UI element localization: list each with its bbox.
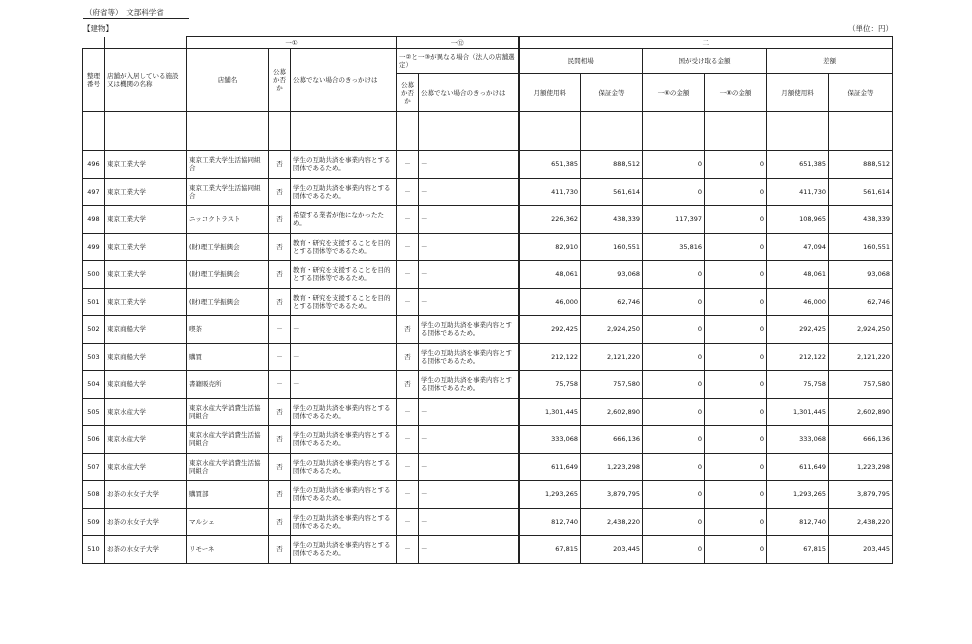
cell-alt-reason: － (419, 426, 519, 454)
cell-a8: 0 (705, 426, 767, 454)
col-no: 整理番号 (83, 49, 105, 112)
cell-deposit: 203,445 (581, 536, 643, 564)
cell-shop: ニッコクトラスト (187, 206, 269, 234)
cell-public: 否 (269, 398, 291, 426)
cell-dm: 1,293,265 (767, 481, 829, 509)
cell-facility: 東京工業大学 (105, 261, 187, 289)
cell-alt-public: － (397, 206, 419, 234)
cell-a6: 0 (643, 426, 705, 454)
cell-shop: 東京水産大学消費生活協同組合 (187, 426, 269, 454)
cell-monthly: 651,385 (519, 151, 581, 179)
cell-dd: 2,121,220 (829, 343, 893, 371)
cell-alt-public: 否 (397, 316, 419, 344)
cell-dd: 93,068 (829, 261, 893, 289)
section-1: 一① (187, 37, 397, 49)
cell-alt-reason: － (419, 151, 519, 179)
cell-deposit: 561,614 (581, 178, 643, 206)
cell-shop: 東京工業大学生活協同組合 (187, 178, 269, 206)
cell-public: 否 (269, 426, 291, 454)
cell-monthly: 46,000 (519, 288, 581, 316)
cell-reason: 学生の互助共済を事業内容とする団体であるため。 (291, 536, 397, 564)
cell-alt-reason: － (419, 536, 519, 564)
cell-alt-reason: － (419, 261, 519, 289)
cell-a8: 0 (705, 233, 767, 261)
cell-a8: 0 (705, 398, 767, 426)
cell-deposit: 62,746 (581, 288, 643, 316)
spacer-row (83, 112, 893, 151)
group-header-row (83, 49, 893, 74)
cell-public: 否 (269, 178, 291, 206)
cell-alt-reason: － (419, 453, 519, 481)
table-row (83, 316, 893, 344)
section-3: 二 (519, 37, 893, 49)
cell-public: 否 (269, 481, 291, 509)
cell-public: 否 (269, 233, 291, 261)
cell-public: － (269, 371, 291, 399)
cell-alt-public: － (397, 453, 419, 481)
cell-reason: － (291, 343, 397, 371)
cell-facility: 東京水産大学 (105, 453, 187, 481)
table-row (83, 288, 893, 316)
cell-facility: 東京商船大学 (105, 316, 187, 344)
cell-dm: 47,094 (767, 233, 829, 261)
cell-alt-reason: 学生の互助共済を事業内容とする団体であるため。 (419, 371, 519, 399)
cell-alt-public: 否 (397, 371, 419, 399)
cell-facility: 東京商船大学 (105, 371, 187, 399)
cell-deposit: 2,438,220 (581, 508, 643, 536)
cell-dd: 2,438,220 (829, 508, 893, 536)
cell-shop: (財)理工学振興会 (187, 233, 269, 261)
cell-reason: 学生の互助共済を事業内容とする団体であるため。 (291, 453, 397, 481)
col-reason: 公募でない場合のきっかけは (291, 49, 397, 112)
table-row (83, 206, 893, 234)
col-alt-reason: 公募でない場合のきっかけは (419, 74, 519, 112)
cell-monthly: 48,061 (519, 261, 581, 289)
cell-no: 496 (83, 151, 105, 179)
cell-facility: 東京工業大学 (105, 288, 187, 316)
cell-a8: 0 (705, 288, 767, 316)
cell-no: 499 (83, 233, 105, 261)
cell-a8: 0 (705, 151, 767, 179)
cell-alt-public: － (397, 233, 419, 261)
cell-reason: 学生の互助共済を事業内容とする団体であるため。 (291, 426, 397, 454)
cell-facility: 東京工業大学 (105, 206, 187, 234)
cell-public: － (269, 343, 291, 371)
table-row (83, 371, 893, 399)
cell-facility: 東京工業大学 (105, 233, 187, 261)
cell-dm: 812,740 (767, 508, 829, 536)
cell-dd: 3,879,795 (829, 481, 893, 509)
cell-dm: 411,730 (767, 178, 829, 206)
cell-shop: マルシェ (187, 508, 269, 536)
cell-dd: 1,223,298 (829, 453, 893, 481)
cell-no: 504 (83, 371, 105, 399)
cell-shop: (財)理工学振興会 (187, 288, 269, 316)
col-public: 公募か否か (269, 49, 291, 112)
cell-dm: 48,061 (767, 261, 829, 289)
cell-dd: 757,580 (829, 371, 893, 399)
col-amount6: 一⑥の金額 (643, 74, 705, 112)
cell-a6: 0 (643, 398, 705, 426)
cell-alt-public: － (397, 261, 419, 289)
cell-no: 501 (83, 288, 105, 316)
cell-public: 否 (269, 508, 291, 536)
cell-public: 否 (269, 206, 291, 234)
cell-alt-public: － (397, 178, 419, 206)
cell-reason: － (291, 316, 397, 344)
ministry-underline (83, 18, 189, 19)
cell-public: 否 (269, 288, 291, 316)
cell-shop: リモーネ (187, 536, 269, 564)
cell-alt-reason: － (419, 178, 519, 206)
cell-monthly: 812,740 (519, 508, 581, 536)
cell-monthly: 226,362 (519, 206, 581, 234)
cell-public: 否 (269, 151, 291, 179)
cell-dd: 203,445 (829, 536, 893, 564)
cell-reason: 学生の互助共済を事業内容とする団体であるため。 (291, 178, 397, 206)
cell-public: 否 (269, 261, 291, 289)
col-deposit: 保証金等 (581, 74, 643, 112)
cell-a6: 0 (643, 343, 705, 371)
col-shop: 店舗名 (187, 49, 269, 112)
cell-no: 505 (83, 398, 105, 426)
col-alt-public: 公募か否か (397, 74, 419, 112)
cell-reason: 学生の互助共済を事業内容とする団体であるため。 (291, 481, 397, 509)
cell-no: 500 (83, 261, 105, 289)
cell-dm: 67,815 (767, 536, 829, 564)
cell-alt-public: － (397, 536, 419, 564)
cell-dd: 2,924,250 (829, 316, 893, 344)
table-row (83, 536, 893, 564)
cell-shop: (財)理工学振興会 (187, 261, 269, 289)
report-table (82, 36, 893, 564)
table-row (83, 508, 893, 536)
cell-dm: 1,301,445 (767, 398, 829, 426)
table-row (83, 453, 893, 481)
cell-dd: 160,551 (829, 233, 893, 261)
cell-facility: お茶の水女子大学 (105, 481, 187, 509)
cell-reason: 学生の互助共済を事業内容とする団体であるため。 (291, 398, 397, 426)
cell-monthly: 333,068 (519, 426, 581, 454)
cell-dm: 611,649 (767, 453, 829, 481)
cell-facility: 東京工業大学 (105, 151, 187, 179)
cell-facility: 東京水産大学 (105, 398, 187, 426)
cell-deposit: 2,121,220 (581, 343, 643, 371)
cell-alt-reason: － (419, 481, 519, 509)
col-monthly2: 月額使用料 (767, 74, 829, 112)
cell-alt-reason: － (419, 233, 519, 261)
unit-label: （単位：円） (848, 24, 893, 33)
cell-dm: 212,122 (767, 343, 829, 371)
col-state: 国が受け取る金額 (643, 49, 767, 74)
cell-alt-reason: － (419, 206, 519, 234)
cell-a6: 0 (643, 371, 705, 399)
cell-reason: － (291, 371, 397, 399)
section-2: 一⑫ (397, 37, 519, 49)
cell-no: 507 (83, 453, 105, 481)
cell-monthly: 75,758 (519, 371, 581, 399)
cell-a6: 0 (643, 151, 705, 179)
table-row (83, 398, 893, 426)
cell-a8: 0 (705, 316, 767, 344)
cell-dm: 46,000 (767, 288, 829, 316)
cell-facility: お茶の水女子大学 (105, 536, 187, 564)
cell-deposit: 93,068 (581, 261, 643, 289)
cell-deposit: 888,512 (581, 151, 643, 179)
cell-no: 509 (83, 508, 105, 536)
cell-facility: 東京工業大学 (105, 178, 187, 206)
table-row (83, 151, 893, 179)
cell-a6: 0 (643, 453, 705, 481)
cell-no: 508 (83, 481, 105, 509)
cell-shop: 喫茶 (187, 316, 269, 344)
cell-a8: 0 (705, 453, 767, 481)
col-monthly: 月額使用料 (519, 74, 581, 112)
section-header-row (83, 37, 893, 49)
cell-no: 502 (83, 316, 105, 344)
cell-dm: 75,758 (767, 371, 829, 399)
cell-a6: 0 (643, 508, 705, 536)
cell-reason: 教育・研究を支援することを目的とする団体等であるため。 (291, 233, 397, 261)
cell-a6: 0 (643, 316, 705, 344)
cell-a8: 0 (705, 343, 767, 371)
cell-public: － (269, 316, 291, 344)
ministry-label: （府省等） 文部科学省 (85, 8, 164, 17)
cell-dd: 888,512 (829, 151, 893, 179)
cell-alt-public: － (397, 151, 419, 179)
table-row (83, 261, 893, 289)
cell-no: 498 (83, 206, 105, 234)
cell-dd: 666,136 (829, 426, 893, 454)
cell-public: 否 (269, 536, 291, 564)
cell-a8: 0 (705, 481, 767, 509)
cell-dd: 438,339 (829, 206, 893, 234)
cell-shop: 購買 (187, 343, 269, 371)
cell-shop: 東京水産大学消費生活協同組合 (187, 453, 269, 481)
cell-alt-reason: 学生の互助共済を事業内容とする団体であるため。 (419, 316, 519, 344)
cell-reason: 学生の互助共済を事業内容とする団体であるため。 (291, 508, 397, 536)
cell-deposit: 438,339 (581, 206, 643, 234)
cell-deposit: 3,879,795 (581, 481, 643, 509)
table-row (83, 233, 893, 261)
cell-dd: 62,746 (829, 288, 893, 316)
cell-a6: 0 (643, 261, 705, 289)
cell-deposit: 1,223,298 (581, 453, 643, 481)
cell-alt-reason: 学生の互助共済を事業内容とする団体であるため。 (419, 343, 519, 371)
cell-dm: 108,965 (767, 206, 829, 234)
cell-a8: 0 (705, 178, 767, 206)
cell-a8: 0 (705, 261, 767, 289)
cell-facility: 東京商船大学 (105, 343, 187, 371)
cell-a6: 0 (643, 481, 705, 509)
col-diff: 差額 (767, 49, 893, 74)
cell-no: 506 (83, 426, 105, 454)
cell-no: 497 (83, 178, 105, 206)
cell-monthly: 1,293,265 (519, 481, 581, 509)
table-row (83, 178, 893, 206)
cell-deposit: 757,580 (581, 371, 643, 399)
cell-public: 否 (269, 453, 291, 481)
cell-reason: 教育・研究を支援することを目的とする団体等であるため。 (291, 288, 397, 316)
cell-monthly: 1,301,445 (519, 398, 581, 426)
cell-dd: 2,602,890 (829, 398, 893, 426)
cell-monthly: 82,910 (519, 233, 581, 261)
cell-alt-public: 否 (397, 343, 419, 371)
cell-a8: 0 (705, 508, 767, 536)
cell-a6: 35,816 (643, 233, 705, 261)
table-row (83, 426, 893, 454)
cell-deposit: 2,924,250 (581, 316, 643, 344)
cell-monthly: 212,122 (519, 343, 581, 371)
cell-dm: 333,068 (767, 426, 829, 454)
col-private: 民間相場 (519, 49, 643, 74)
cell-monthly: 292,425 (519, 316, 581, 344)
cell-facility: 東京水産大学 (105, 426, 187, 454)
cell-dd: 561,614 (829, 178, 893, 206)
cell-shop: 東京水産大学消費生活協同組合 (187, 398, 269, 426)
cell-deposit: 160,551 (581, 233, 643, 261)
table-row (83, 343, 893, 371)
cell-dm: 651,385 (767, 151, 829, 179)
cell-monthly: 67,815 (519, 536, 581, 564)
cell-no: 503 (83, 343, 105, 371)
cell-reason: 教育・研究を支援することを目的とする団体等であるため。 (291, 261, 397, 289)
cell-a6: 0 (643, 288, 705, 316)
cell-a8: 0 (705, 371, 767, 399)
cell-alt-reason: － (419, 508, 519, 536)
cell-shop: 書籍販売所 (187, 371, 269, 399)
cell-reason: 希望する業者が他になかったため。 (291, 206, 397, 234)
cell-deposit: 666,136 (581, 426, 643, 454)
cell-a6: 0 (643, 536, 705, 564)
cell-a6: 0 (643, 178, 705, 206)
cell-alt-public: － (397, 426, 419, 454)
cell-no: 510 (83, 536, 105, 564)
cell-dm: 292,425 (767, 316, 829, 344)
cell-alt-public: － (397, 398, 419, 426)
cell-alt-reason: － (419, 288, 519, 316)
category-label: 【建物】 (83, 24, 113, 33)
col-facility: 店舗が入居している施設又は機関の名称 (105, 49, 187, 112)
col-deposit2: 保証金等 (829, 74, 893, 112)
col-amount8: 一⑧の金額 (705, 74, 767, 112)
cell-reason: 学生の互助共済を事業内容とする団体であるため。 (291, 151, 397, 179)
col-alt-group: 一②と一③が異なる場合（法人の店舗選定） (397, 49, 519, 74)
cell-a8: 0 (705, 536, 767, 564)
cell-facility: お茶の水女子大学 (105, 508, 187, 536)
cell-alt-public: － (397, 481, 419, 509)
cell-deposit: 2,602,890 (581, 398, 643, 426)
cell-alt-reason: － (419, 398, 519, 426)
table-row (83, 481, 893, 509)
cell-monthly: 411,730 (519, 178, 581, 206)
cell-a8: 0 (705, 206, 767, 234)
cell-alt-public: － (397, 508, 419, 536)
cell-monthly: 611,649 (519, 453, 581, 481)
cell-a6: 117,397 (643, 206, 705, 234)
cell-shop: 東京工業大学生活協同組合 (187, 151, 269, 179)
cell-shop: 購買部 (187, 481, 269, 509)
cell-alt-public: － (397, 288, 419, 316)
